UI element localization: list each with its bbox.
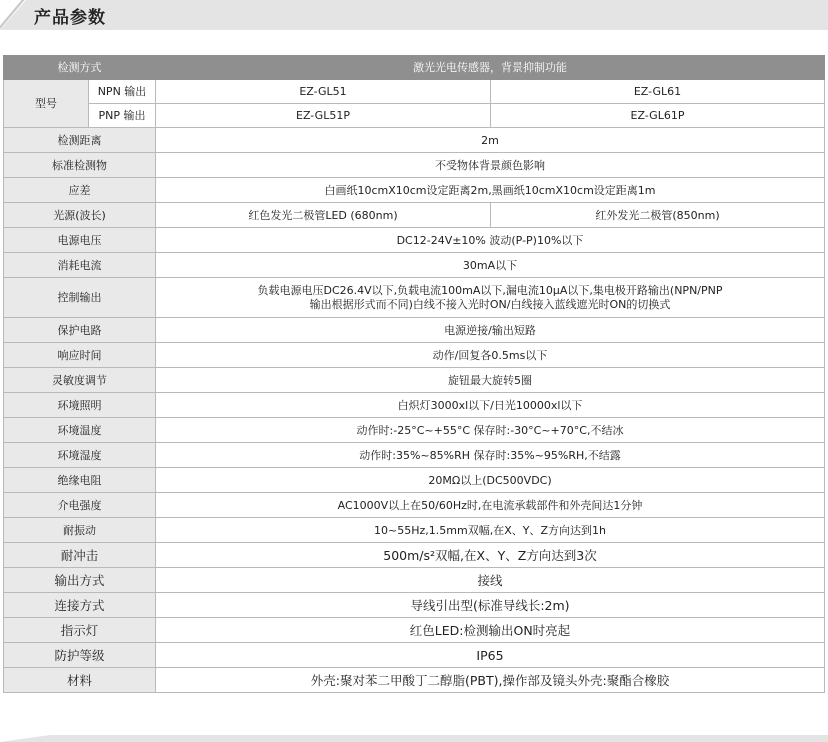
row-value: 动作时:35%~85%RH 保存时:35%~95%RH,不结露 <box>156 443 825 468</box>
model-pnp-b: EZ-GL61P <box>491 104 825 128</box>
row-value: 导线引出型(标准导线长:2m) <box>156 593 825 618</box>
row-value: 2m <box>156 128 825 153</box>
row-label: 输出方式 <box>4 568 156 593</box>
model-npn-b: EZ-GL61 <box>491 80 825 104</box>
row-label: 介电强度 <box>4 493 156 518</box>
model-label: 型号 <box>4 80 89 128</box>
title-notch-decoration <box>0 0 26 30</box>
table-row <box>4 493 825 518</box>
table-row <box>4 518 825 543</box>
row-value: 白炽灯3000xl以下/日光10000xl以下 <box>156 393 825 418</box>
row-label: 光源(波长) <box>4 203 156 228</box>
table-row <box>4 568 825 593</box>
table-row <box>4 253 825 278</box>
model-pnp-row <box>4 104 825 128</box>
detect-method-value: 激光光电传感器，背景抑制功能 <box>156 56 825 80</box>
row-label: 绝缘电阻 <box>4 468 156 493</box>
table-row <box>4 343 825 368</box>
table-row <box>4 643 825 668</box>
table-row <box>4 128 825 153</box>
row-value: 10~55Hz,1.5mm双幅,在X、Y、Z方向达到1h <box>156 518 825 543</box>
row-value: 20MΩ以上(DC500VDC) <box>156 468 825 493</box>
table-row <box>4 618 825 643</box>
table-row <box>4 178 825 203</box>
row-label: 电源电压 <box>4 228 156 253</box>
row-label: 耐冲击 <box>4 543 156 568</box>
row-value: 旋钮最大旋转5圈 <box>156 368 825 393</box>
table-row <box>4 278 825 318</box>
row-label: 消耗电流 <box>4 253 156 278</box>
table-row <box>4 153 825 178</box>
row-value: 红色LED:检测输出ON时亮起 <box>156 618 825 643</box>
row-label: 控制输出 <box>4 278 156 318</box>
row-label: 保护电路 <box>4 318 156 343</box>
row-value: 动作/回复各0.5ms以下 <box>156 343 825 368</box>
row-label: 环境温度 <box>4 418 156 443</box>
row-label: 材料 <box>4 668 156 693</box>
row-value: 30mA以下 <box>156 253 825 278</box>
detect-method-label: 检测方式 <box>4 56 156 80</box>
table-row <box>4 443 825 468</box>
table-row <box>4 368 825 393</box>
row-label: 响应时间 <box>4 343 156 368</box>
row-value: AC1000V以上在50/60Hz时,在电流承载部件和外壳间达1分钟 <box>156 493 825 518</box>
table-row <box>4 418 825 443</box>
table-row <box>4 228 825 253</box>
light-source-red: 红色发光二极管LED (680nm) <box>156 203 491 228</box>
row-value: 动作时:-25°C~+55°C 保存时:-30°C~+70°C,不结冰 <box>156 418 825 443</box>
spec-table <box>3 55 825 693</box>
row-value: 外壳:聚对苯二甲酸丁二醇脂(PBT),操作部及镜头外壳:聚酯合橡胶 <box>156 668 825 693</box>
row-label: 环境湿度 <box>4 443 156 468</box>
row-label: 指示灯 <box>4 618 156 643</box>
footer-bar <box>0 735 828 742</box>
model-npn-row <box>4 80 825 104</box>
row-label: 防护等级 <box>4 643 156 668</box>
table-row <box>4 468 825 493</box>
table-row <box>4 543 825 568</box>
row-value: 接线 <box>156 568 825 593</box>
model-npn-a: EZ-GL51 <box>156 80 491 104</box>
row-label: 检测距离 <box>4 128 156 153</box>
row-value: 500m/s²双幅,在X、Y、Z方向达到3次 <box>156 543 825 568</box>
footer-notch-decoration <box>0 735 50 742</box>
row-value: 白画纸10cmX10cm设定距离2m,黑画纸10cmX10cm设定距离1m <box>156 178 825 203</box>
row-label: 耐振动 <box>4 518 156 543</box>
row-label: 应差 <box>4 178 156 203</box>
row-value: 电源逆接/输出短路 <box>156 318 825 343</box>
section-title-bar <box>0 0 828 30</box>
row-value: 不受物体背景颜色影响 <box>156 153 825 178</box>
section-title: 产品参数 <box>34 8 106 28</box>
control-output-value <box>156 278 825 318</box>
npn-output-label: NPN 输出 <box>89 80 156 104</box>
table-row <box>4 318 825 343</box>
model-pnp-a: EZ-GL51P <box>156 104 491 128</box>
row-label: 环境照明 <box>4 393 156 418</box>
table-row <box>4 593 825 618</box>
row-value: IP65 <box>156 643 825 668</box>
control-output-line-2: 输出根据形式而不同)白线不接入光时ON/白线接入蓝线遮光时ON的切换式 <box>309 297 671 311</box>
row-label: 连接方式 <box>4 593 156 618</box>
row-label: 灵敏度调节 <box>4 368 156 393</box>
row-value: DC12-24V±10% 波动(P-P)10%以下 <box>156 228 825 253</box>
pnp-output-label: PNP 输出 <box>89 104 156 128</box>
table-row <box>4 203 825 228</box>
control-output-line-1: 负载电源电压DC26.4V以下,负载电流100mA以下,漏电流10μA以下,集电极开路输出(NPN/PNP <box>257 283 723 297</box>
table-row <box>4 393 825 418</box>
table-header-row <box>4 56 825 80</box>
row-label: 标准检测物 <box>4 153 156 178</box>
table-row <box>4 668 825 693</box>
light-source-infrared: 红外发光二极管(850nm) <box>491 203 825 228</box>
